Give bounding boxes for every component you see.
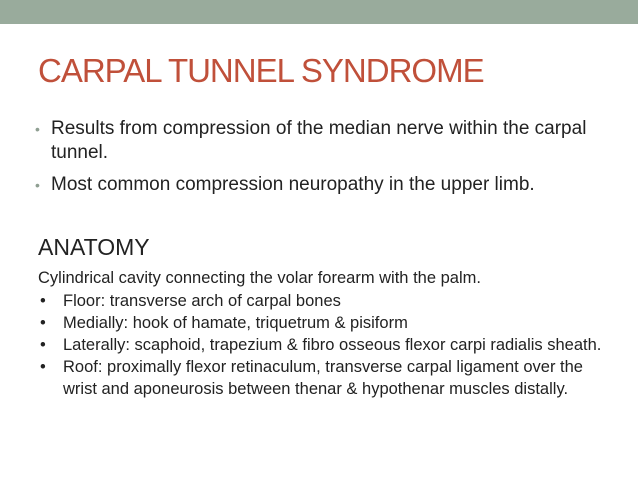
bullet-marker: • bbox=[40, 292, 46, 310]
anatomy-item-floor: Floor: transverse arch of carpal bones bbox=[63, 292, 341, 310]
list-item bbox=[34, 173, 624, 197]
header-bar bbox=[0, 0, 638, 24]
bullet-marker: • bbox=[35, 121, 40, 137]
anatomy-list bbox=[38, 290, 613, 400]
bullet-text: Results from compression of the median nerve within the carpal tunnel. bbox=[51, 118, 587, 163]
summary-bullets bbox=[34, 117, 624, 205]
bullet-text: Most common compression neuropathy in the upper limb. bbox=[51, 174, 535, 195]
anatomy-heading: ANATOMY bbox=[38, 234, 150, 260]
list-item bbox=[38, 290, 613, 312]
list-item bbox=[38, 334, 613, 356]
anatomy-item-medially: Medially: hook of hamate, triquetrum & pisiform bbox=[63, 314, 408, 332]
list-item bbox=[38, 312, 613, 334]
list-item bbox=[34, 117, 624, 165]
anatomy-item-roof: Roof: proximally flexor retinaculum, transverse carpal ligament over the wrist and aponeurosis between thenar & hypothenar muscles distally. bbox=[63, 358, 583, 398]
bullet-marker: • bbox=[40, 336, 46, 354]
anatomy-intro: Cylindrical cavity connecting the volar forearm with the palm. bbox=[38, 269, 481, 287]
bullet-marker: • bbox=[40, 314, 46, 332]
anatomy-item-laterally: Laterally: scaphoid, trapezium & fibro osseous flexor carpi radialis sheath. bbox=[63, 336, 602, 354]
bullet-marker: • bbox=[35, 177, 40, 193]
slide-title: CARPAL TUNNEL SYNDROME bbox=[38, 52, 484, 89]
bullet-marker: • bbox=[40, 358, 46, 376]
list-item bbox=[38, 356, 613, 400]
